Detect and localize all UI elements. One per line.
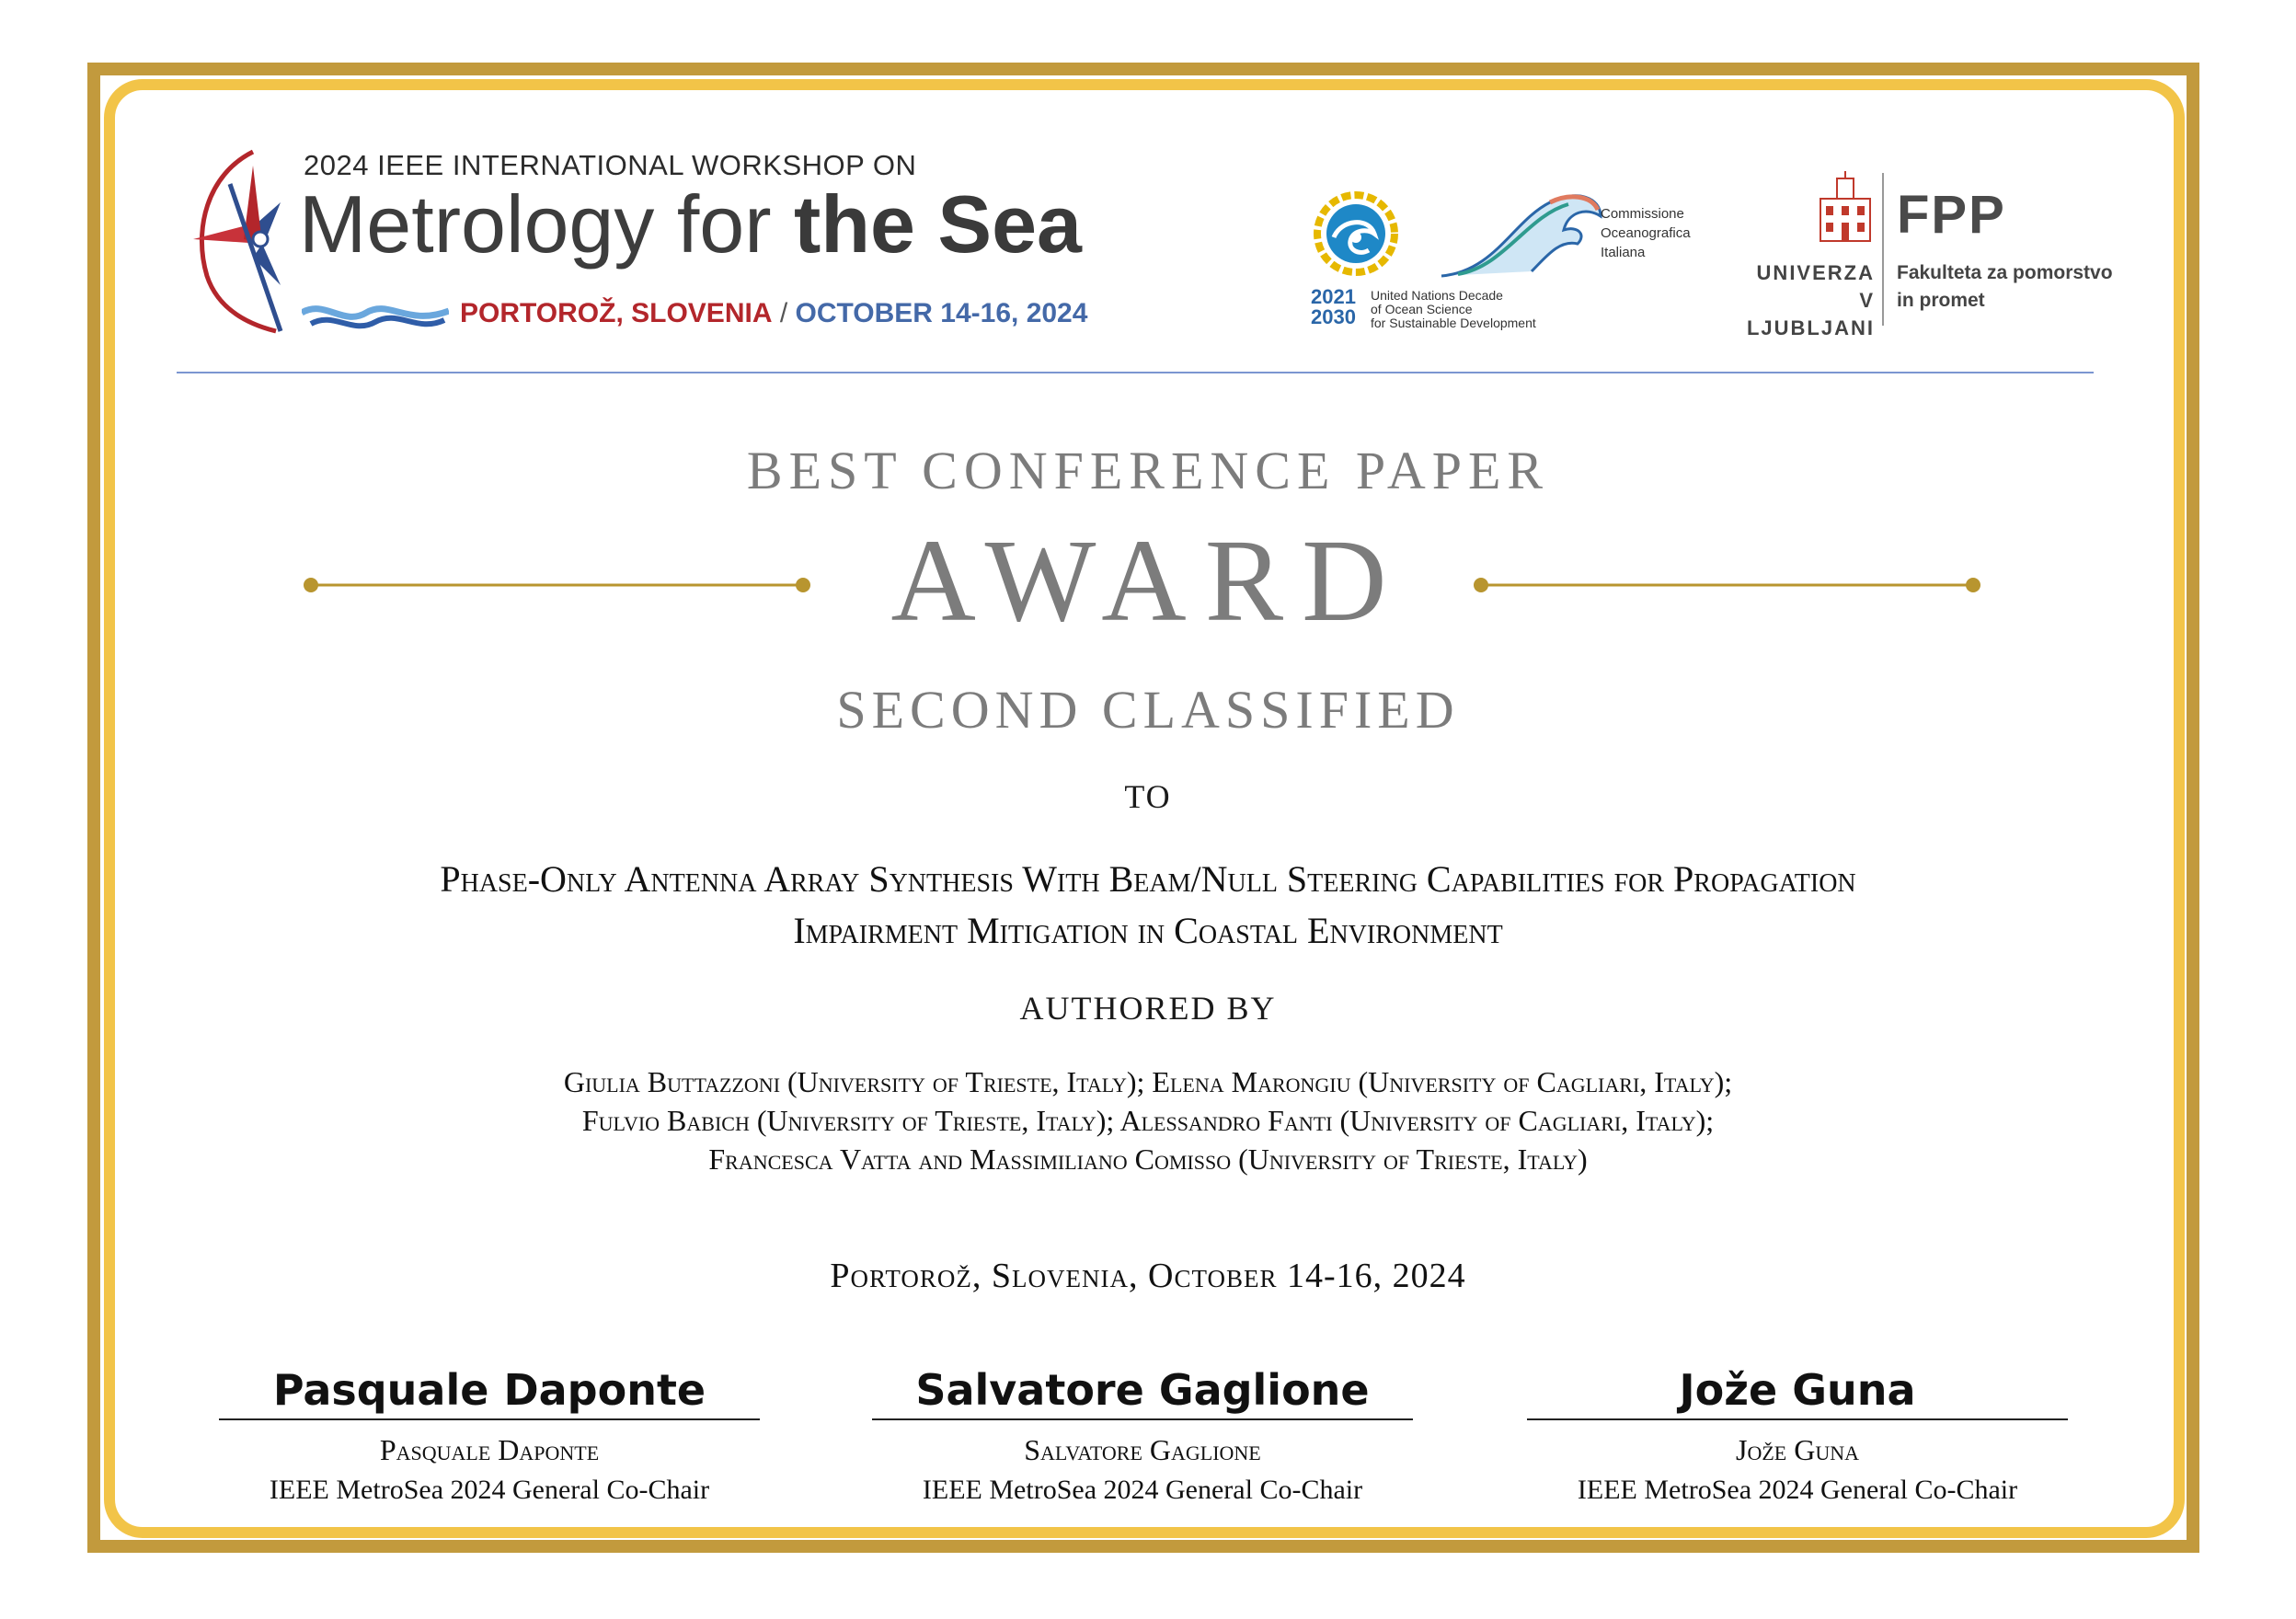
location-separator: / — [772, 298, 796, 328]
university-building-logo — [1817, 171, 1874, 245]
uni-line: V LJUBLJANI — [1746, 289, 1875, 339]
award-title: AWARD — [890, 515, 1406, 646]
signatory-name: Jože Guna — [1736, 1433, 1859, 1466]
signatory-role: IEEE MetroSea 2024 General Co-Chair — [1577, 1475, 2018, 1505]
author-list — [0, 1062, 2296, 1178]
workshop-location-date — [460, 298, 1087, 329]
paper-title-line: Impairment Mitigation in Coastal Environment — [793, 910, 1503, 951]
un-line: United Nations Decade — [1371, 288, 1503, 303]
author-line: Giulia Buttazzoni (University of Trieste, Italy); Elena Marongiu (University of Cagliari, Italy); — [563, 1065, 1733, 1098]
signature-block — [213, 1361, 765, 1506]
signature-line — [1527, 1418, 2068, 1420]
award-rank: SECOND CLASSIFIED — [836, 680, 1460, 740]
signatory-role: IEEE MetroSea 2024 General Co-Chair — [269, 1475, 710, 1505]
faculty-line: Fakulteta za pomorstvo — [1897, 262, 2113, 283]
coi-line: Italiana — [1601, 245, 1646, 260]
author-line: Francesca Vatta and Massimiliano Comisso (University of Trieste, Italy) — [708, 1142, 1588, 1176]
title-bold: the Sea — [793, 178, 1082, 270]
un-line: for Sustainable Development — [1371, 316, 1536, 330]
coi-line: Oceanografica — [1601, 225, 1691, 241]
ornament-right — [1472, 576, 1987, 594]
university-name — [1737, 259, 1875, 342]
un-year-end: 2030 — [1311, 305, 1356, 328]
signatory-name: Salvatore Gaglione — [1024, 1433, 1261, 1466]
workshop-dates: OCTOBER 14-16, 2024 — [795, 298, 1088, 328]
wave-logo — [302, 294, 449, 331]
author-line: Fulvio Babich (University of Trieste, Italy); Alessandro Fanti (University of Cagliari, Italy); — [581, 1104, 1715, 1137]
un-line: of Ocean Science — [1371, 302, 1473, 316]
title-light: Metrology for — [299, 178, 794, 270]
handwritten-signature: Salvatore Gaglione — [915, 1365, 1370, 1415]
coi-text — [1601, 204, 1691, 262]
signatory-name: Pasquale Daponte — [379, 1433, 600, 1466]
paper-title — [0, 854, 2296, 957]
award-heading: BEST CONFERENCE PAPER — [746, 441, 1550, 500]
handwritten-signature: Pasquale Daponte — [272, 1365, 706, 1415]
uni-line: UNIVERZA — [1756, 261, 1875, 284]
signatory-role: IEEE MetroSea 2024 General Co-Chair — [922, 1475, 1363, 1505]
signature-line — [219, 1418, 760, 1420]
faculty-name — [1897, 259, 2113, 315]
workshop-title — [299, 178, 1082, 270]
fpp-abbreviation: FPP — [1897, 185, 2006, 245]
coi-wave-logo — [1440, 184, 1605, 281]
un-ocean-decade-logo — [1314, 191, 1398, 276]
un-decade-years — [1311, 287, 1356, 327]
logo-divider — [1882, 173, 1884, 326]
place-date: Portorož, Slovenia, October 14-16, 2024 — [830, 1257, 1466, 1295]
signature-block — [1521, 1361, 2073, 1506]
workshop-city: PORTOROŽ, SLOVENIA — [460, 298, 773, 328]
paper-title-line: Phase-Only Antenna Array Synthesis With Beam/Null Steering Capabilities for Propagation — [440, 858, 1856, 900]
faculty-line: in promet — [1897, 290, 1985, 311]
un-year-start: 2021 — [1311, 285, 1356, 308]
workshop-line: 2024 IEEE INTERNATIONAL WORKSHOP ON — [304, 149, 917, 181]
compass-rose-logo — [189, 147, 290, 336]
to-label: TO — [1124, 778, 1172, 815]
signature-block — [867, 1361, 1418, 1506]
un-decade-text — [1371, 289, 1555, 330]
handwritten-signature: Jože Guna — [1679, 1365, 1916, 1415]
coi-line: Commissione — [1601, 206, 1684, 222]
header-divider — [177, 372, 2094, 373]
authored-by-label: AUTHORED BY — [1019, 990, 1277, 1027]
signature-line — [872, 1418, 1413, 1420]
